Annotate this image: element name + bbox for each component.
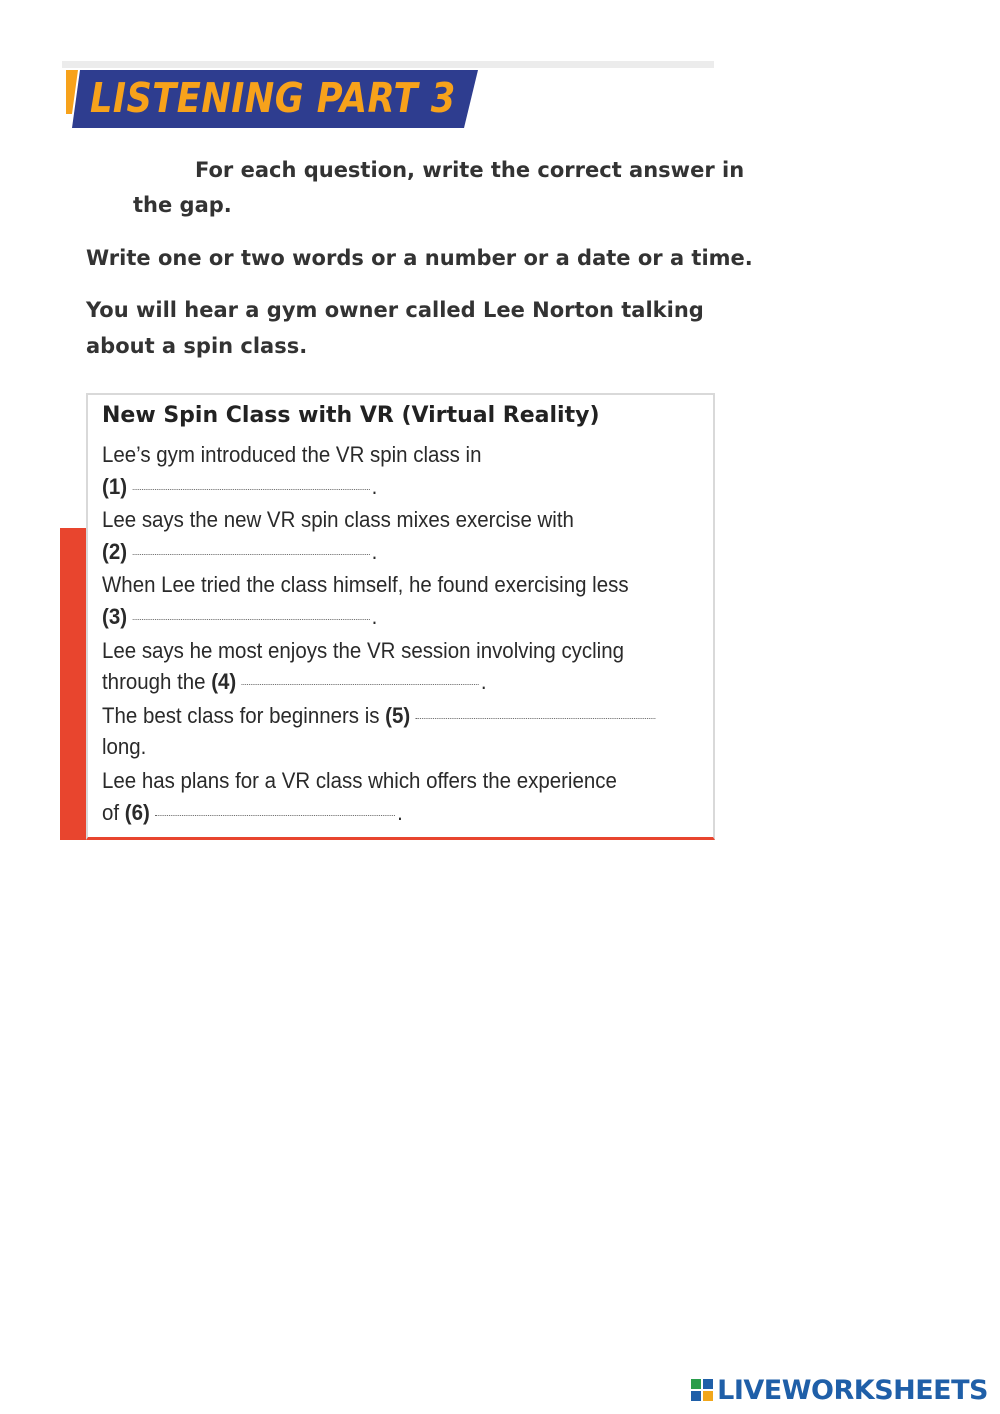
note-text: Lee’s gym introduced the VR spin class in [102, 442, 482, 467]
page-title: LISTENING PART 3 [90, 74, 456, 122]
answer-gap-1[interactable] [133, 473, 370, 490]
note-text: Lee has plans for a VR class which offers the experience [102, 768, 617, 793]
notes-title: New Spin Class with VR (Virtual Reality) [102, 403, 600, 428]
title-banner [66, 70, 478, 128]
decorative-red-strip [60, 528, 88, 840]
punctuation: . [371, 474, 378, 499]
punctuation: . [480, 669, 487, 694]
answer-input-2[interactable] [133, 545, 370, 563]
instruction-line-2: Write one or two words or a number or a date or a time. [86, 246, 753, 270]
punctuation: . [371, 539, 378, 564]
instruction-line-1b: the gap. [133, 193, 232, 217]
note-line [102, 473, 377, 501]
note-line [102, 668, 487, 696]
note-line [102, 799, 403, 827]
note-line [102, 637, 624, 665]
liveworksheets-logo [691, 1372, 988, 1408]
note-text: Lee says the new VR spin class mixes exercise with [102, 507, 574, 532]
answer-gap-5[interactable] [416, 702, 656, 719]
note-line [102, 702, 656, 730]
answer-gap-6[interactable] [155, 799, 395, 816]
answer-gap-3[interactable] [133, 603, 370, 620]
note-line [102, 767, 617, 795]
question-number-5: (5) [385, 703, 411, 728]
note-line [102, 538, 377, 566]
note-line [102, 603, 377, 631]
instruction-line-3a: You will hear a gym owner called Lee Norton talking [86, 298, 704, 322]
note-text: of [102, 800, 120, 825]
note-line [102, 506, 574, 534]
logo-text: LIVEWORKSHEETS [717, 1374, 988, 1406]
punctuation: . [371, 604, 378, 629]
note-line [102, 571, 629, 599]
question-number-1: (1) [102, 474, 128, 499]
note-text: When Lee tried the class himself, he found exercising less [102, 572, 629, 597]
question-number-4: (4) [211, 669, 237, 694]
note-text: Lee says he most enjoys the VR session involving cycling [102, 638, 624, 663]
answer-input-3[interactable] [133, 610, 370, 628]
note-text: through the [102, 669, 206, 694]
note-text: long. [102, 734, 147, 759]
answer-input-1[interactable] [133, 480, 370, 498]
note-text: The best class for beginners is [102, 703, 380, 728]
instruction-line-1a: For each question, write the correct answer in [195, 158, 745, 182]
answer-gap-2[interactable] [133, 538, 370, 555]
note-line [102, 441, 481, 469]
note-line [102, 733, 146, 761]
answer-input-4[interactable] [242, 675, 479, 693]
answer-gap-4[interactable] [242, 668, 479, 685]
sheet-top-edge [62, 61, 714, 68]
question-number-6: (6) [124, 800, 150, 825]
answer-input-5[interactable] [416, 709, 656, 727]
question-number-2: (2) [102, 539, 128, 564]
answer-input-6[interactable] [155, 806, 395, 824]
question-number-3: (3) [102, 604, 128, 629]
punctuation: . [397, 800, 403, 825]
instruction-line-3b: about a spin class. [86, 334, 308, 358]
liveworksheets-logo-icon [691, 1379, 713, 1401]
